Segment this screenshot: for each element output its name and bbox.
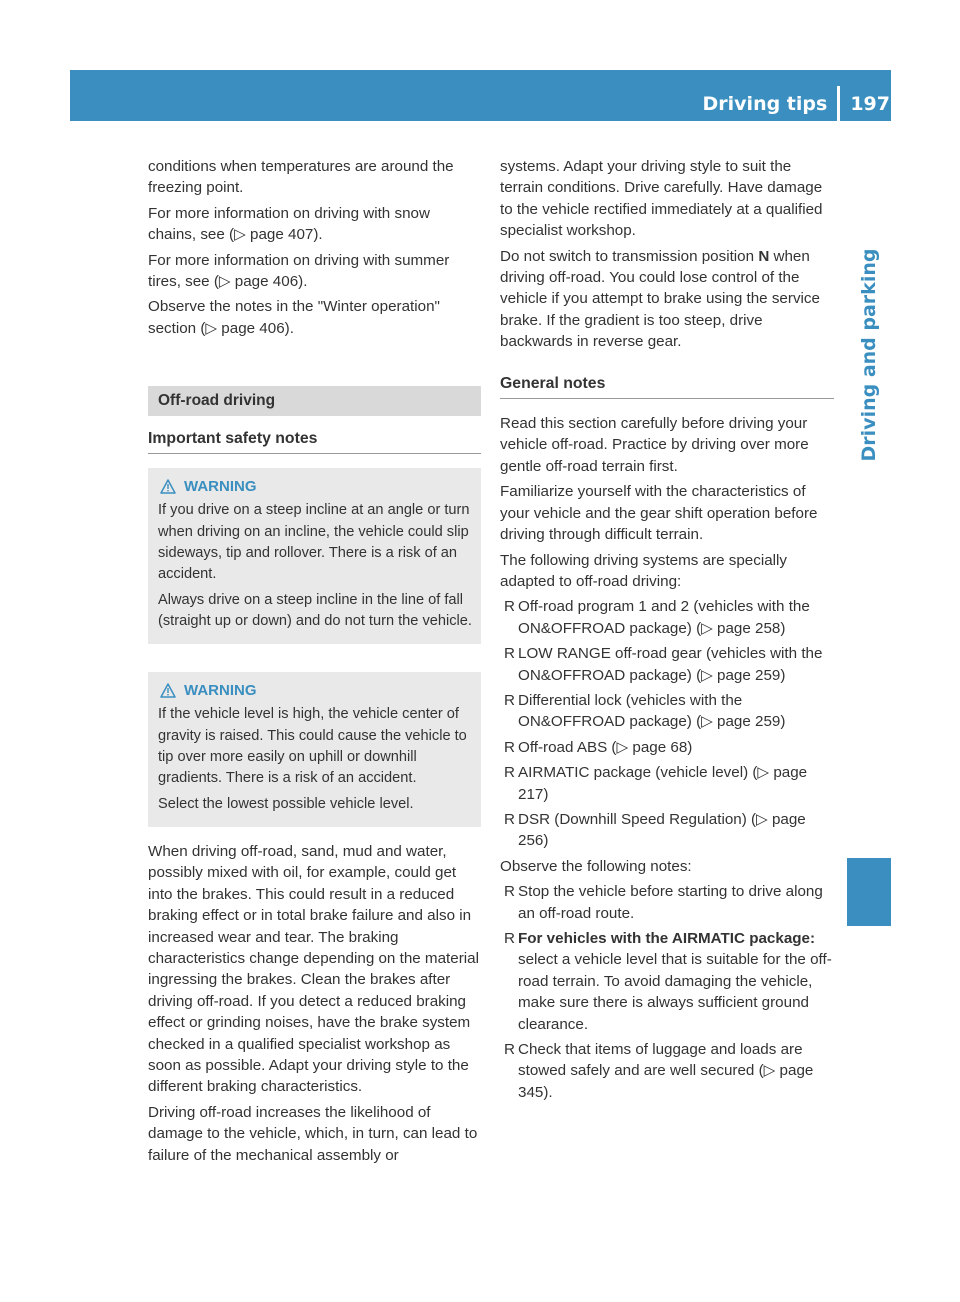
list-item: R LOW RANGE off-road gear (vehicles with the ON&OFFROAD package) (▷ page 259) xyxy=(504,645,823,684)
warning-title: WARNING xyxy=(184,478,257,496)
gear-position-n: N xyxy=(758,247,770,265)
bullet: R xyxy=(504,598,515,616)
notes-list xyxy=(500,881,834,1103)
paragraph: Driving off-road increases the likelihood of damage to the vehicle, which, in turn, can lead to failure of the mechanical assembly or xyxy=(148,1103,478,1164)
bullet: R xyxy=(504,810,515,828)
driving-systems-list xyxy=(500,596,834,851)
bullet: R xyxy=(504,764,515,782)
paragraph: Familiarize yourself with the characteristics of your vehicle and the gear shift operation before driving through difficult terrain. xyxy=(500,483,818,544)
list-item: R Off-road ABS (▷ page 68) xyxy=(500,737,834,758)
header-title-group xyxy=(703,86,890,121)
paragraph: systems. Adapt your driving style to suit the terrain conditions. Drive carefully. Have damage to the vehicle rectified immediately at a qualified specialist workshop. xyxy=(500,158,823,240)
subheading-general-notes: General notes xyxy=(500,373,834,399)
bullet: R xyxy=(504,930,515,947)
warning-text: If you drive on a steep incline at an angle or turn when driving on an incline, the vehicle could slip sideways, tip and rollover. There is a risk of an accident. xyxy=(158,502,470,583)
paragraph xyxy=(500,246,834,353)
right-column xyxy=(500,156,834,1107)
subheading: Important safety notes xyxy=(148,428,481,454)
paragraph: Read this section carefully before driving your vehicle off-road. Practice by driving over more gentle off-road terrain first. xyxy=(500,415,809,475)
paragraph: The following driving systems are specially adapted to off-road driving: xyxy=(500,551,787,590)
warning-text: Always drive on a steep incline in the line of fall (straight up or down) and do not turn the vehicle. xyxy=(158,591,472,629)
section-title: Off-road driving xyxy=(148,386,481,415)
paragraph: Observe the following notes: xyxy=(500,857,692,875)
paragraph: conditions when temperatures are around the freezing point. xyxy=(148,158,454,197)
paragraph: When driving off-road, sand, mud and water, possibly mixed with oil, for example, could get into the brakes. This could result in a reduced braking effect or in total brake failure and also in increased wear and tear. The braking characteristics change depending on the material ingressing the brakes. Clean the brakes after driving off-road. If you detect a reduced braking effect or grinding noises, have the brake system checked in a qualified specialist workshop as soon as possible. Adapt your driving style to the different braking characteristics. xyxy=(148,842,479,1096)
left-column xyxy=(148,156,481,1170)
warning-triangle-icon xyxy=(160,479,176,494)
warning-box xyxy=(148,672,481,827)
list-item: R DSR (Downhill Speed Regulation) (▷ page 256) xyxy=(504,810,806,850)
list-item: R AIRMATIC package (vehicle level) (▷ page 217) xyxy=(504,764,808,803)
text-run: when driving off-road. You could lose control of the vehicle if you attempt to brake using the service brake. If the gradient is too steep, drive backwards in reverse gear. xyxy=(500,247,820,351)
bullet: R xyxy=(504,691,515,709)
warning-title: WARNING xyxy=(184,682,257,700)
paragraph: For more information on driving with summer tires, see (▷ page 406). xyxy=(148,251,450,291)
warning-text: If the vehicle level is high, the vehicle center of gravity is raised. This could cause the vehicle to tip over more easily on uphill or downhill gradients. There is a risk of an accident. xyxy=(158,706,467,787)
paragraph: Observe the notes in the "Winter operation" section (▷ page 406). xyxy=(148,298,440,337)
list-item: R Off-road program 1 and 2 (vehicles with the ON&OFFROAD package) (▷ page 258) xyxy=(504,598,810,637)
list-item: R Differential lock (vehicles with the ON&OFFROAD package) (▷ page 259) xyxy=(504,691,786,731)
list-item: R For vehicles with the AIRMATIC package: select a vehicle level that is suitable for the off-road terrain. To avoid damaging the vehicle, make sure there is always sufficient ground clearance. xyxy=(504,930,832,1033)
header-title: Driving tips xyxy=(702,92,828,115)
side-thumb-tab xyxy=(847,858,891,926)
side-label xyxy=(852,230,886,480)
bullet: R xyxy=(504,883,515,901)
warning-text: Select the lowest possible vehicle level. xyxy=(158,795,414,812)
paragraph: For more information on driving with snow chains, see (▷ page 407). xyxy=(148,204,430,244)
warning-triangle-icon xyxy=(160,683,176,698)
warning-box xyxy=(148,468,481,644)
bullet: R xyxy=(504,645,515,663)
page-number: 197 xyxy=(850,92,890,115)
side-label-text: Driving and parking xyxy=(858,248,880,462)
list-item: R Stop the vehicle before starting to drive along an off-road route. xyxy=(504,883,823,922)
warning-header xyxy=(158,476,473,497)
warning-header xyxy=(158,680,473,701)
list-item: R Check that items of luggage and loads are stowed safely and are well secured (▷ page 345). xyxy=(504,1041,814,1101)
bullet: R xyxy=(504,1041,515,1059)
text-run: Do not switch to transmission position xyxy=(500,247,759,265)
bullet: R xyxy=(504,738,515,756)
